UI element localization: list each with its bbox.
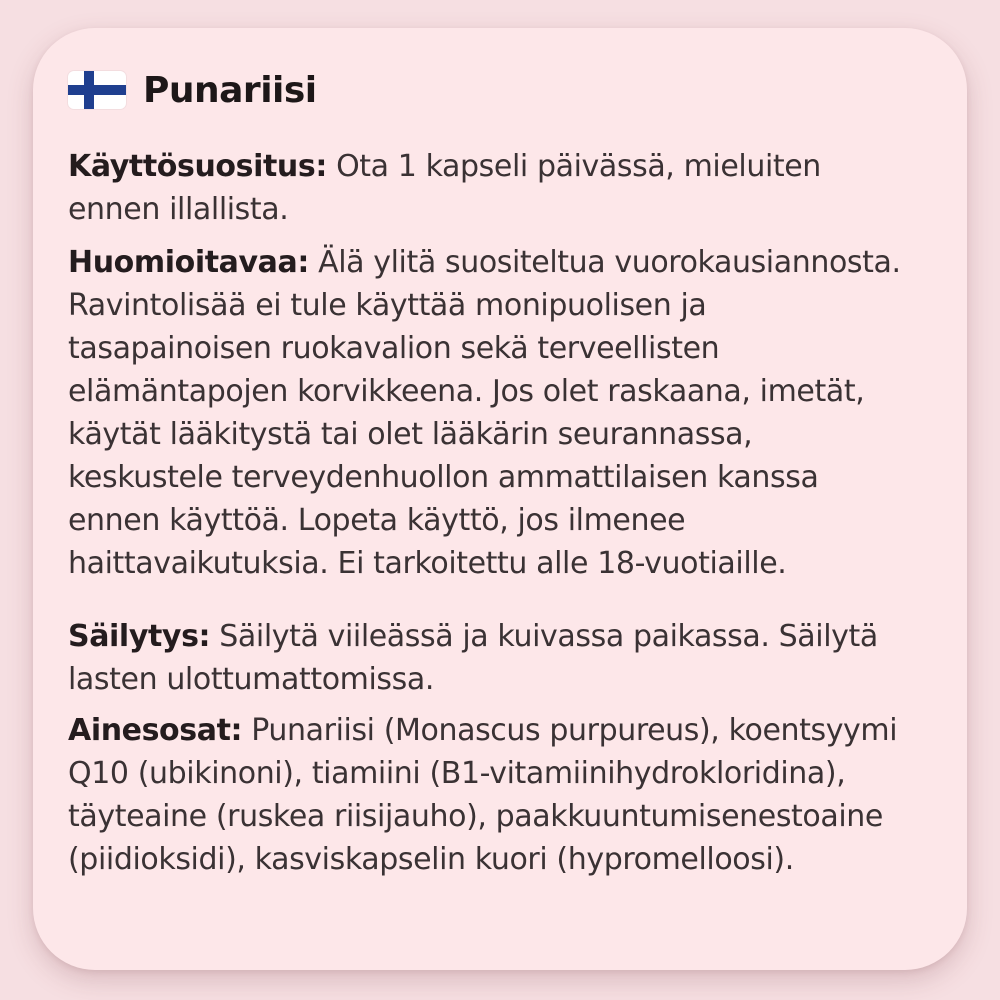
card-header [68,48,907,132]
storage-text: Säilytä viileässä ja kuivassa paikassa. Säilytä lasten ulottumattomissa. [68,619,878,697]
storage-label: Säilytys: [68,619,211,654]
usage-label: Käyttösuositus: [68,149,327,184]
flag-cross-horizontal [68,85,126,95]
usage-section [68,145,907,231]
product-info-card [33,28,967,970]
warnings-text: Älä ylitä suositeltua vuorokausiannosta. Ravintolisää ei tule käyttää monipuolisen ja tasapainoisen ruokavalion sekä terveellisten elämäntapojen korvikkeena. Jos olet raskaana, imetät, käytät lääkitystä tai olet lääkärin seurannassa, keskustele terveydenhuollon ammattilaisen kanssa ennen käyttöä. Lopeta käyttö, jos ilmenee haittavaikutuksia. Ei tarkoitettu alle 18-vuotiaille. [68,245,901,581]
product-title: Punariisi [143,69,317,111]
ingredients-text: Punariisi (Monascus purpureus), koentsyymi Q10 (ubikinoni), tiamiini (B1-vitamiinihydrokloridina), täyteaine (ruskea riisijauho), paakkuuntumisenestoaine (piidioksidi), kasviskapselin kuori (hypromelloosi). [68,713,898,877]
storage-section [68,615,907,701]
warnings-label: Huomioitavaa: [68,245,309,280]
ingredients-section [68,709,907,881]
warnings-section [68,241,907,585]
flag-cross-vertical [84,71,94,109]
ingredients-label: Ainesosat: [68,713,243,748]
finland-flag-icon [68,71,126,109]
usage-text: Ota 1 kapseli päivässä, mieluiten ennen illallista. [68,149,821,227]
